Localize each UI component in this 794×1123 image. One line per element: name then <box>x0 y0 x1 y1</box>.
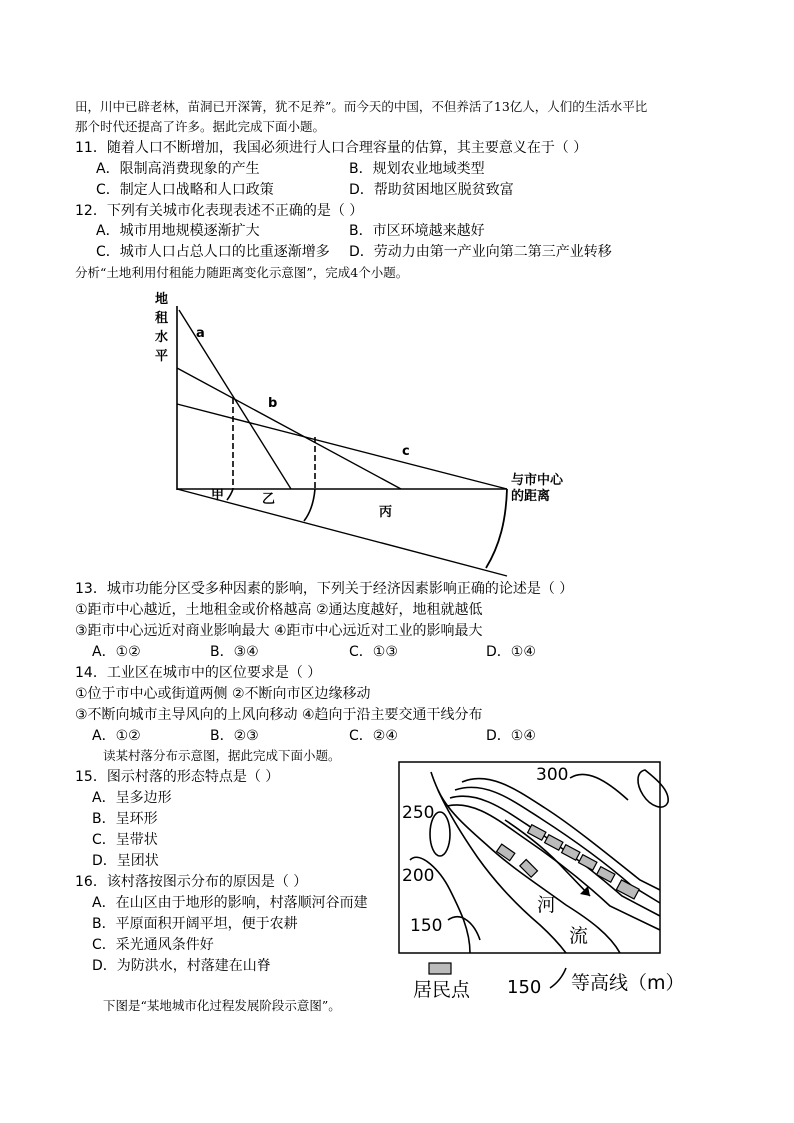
river-label-1: 河 <box>537 894 557 916</box>
q14-statements-2: ③不断向城市主导风向的上风向移动 ④趋向于沿主要交通干线分布 <box>75 707 483 723</box>
q13-option-a: A．①② <box>92 644 141 660</box>
q12-option-b: B．市区环境越来越好 <box>349 223 485 239</box>
y-label-char-4: 平 <box>155 349 169 364</box>
figure1-intro: 分析“土地利用付租能力随距离变化示意图”，完成4个小题。 <box>75 265 409 280</box>
q14-option-b: B．②③ <box>210 728 259 744</box>
q15-stem: 15．图示村落的形态特点是（ ） <box>75 769 280 785</box>
q16-option-d: D．为防洪水，村落建在山脊 <box>92 958 271 974</box>
q12-stem: 12．下列有关城市化表现表述不正确的是（ ） <box>75 203 364 219</box>
y-label-char-1: 地 <box>155 292 169 307</box>
q14-option-c: C．②④ <box>349 728 398 744</box>
figure2-intro: 读某村落分布示意图，据此完成下面小题。 <box>103 748 341 763</box>
x-label-line-2: 的距离 <box>511 489 551 504</box>
q13-statements-1: ①距市中心越近，土地租金或价格越高 ②通达度越好，地租就越低 <box>75 602 483 618</box>
q13-option-c: C．①③ <box>349 644 398 660</box>
zone-jia-label: 甲 <box>211 488 225 503</box>
contour-300-label: 300 <box>536 765 569 785</box>
contour-250-label: 250 <box>402 803 435 823</box>
legend-contour-icon <box>550 968 566 988</box>
legend-contour-label: 等高线（m） <box>571 972 685 994</box>
rent-distance-diagram <box>150 288 590 580</box>
q11-option-a: A．限制高消费现象的产生 <box>96 161 260 177</box>
contour-200-label: 200 <box>402 866 435 886</box>
curve-a-label: a <box>196 326 205 341</box>
q14-option-a: A．①② <box>92 728 141 744</box>
figure3-intro: 下图是“某地城市化过程发展阶段示意图”。 <box>103 998 341 1013</box>
y-label-char-2: 租 <box>155 311 169 326</box>
q13-option-b: B．③④ <box>210 644 259 660</box>
q11-option-b: B．规划农业地域类型 <box>349 161 485 177</box>
legend-settlement-label: 居民点 <box>413 979 471 1001</box>
q16-option-a: A．在山区由于地形的影响，村落顺河谷而建 <box>92 895 368 911</box>
zone-yi-label: 乙 <box>262 492 276 507</box>
q12-option-c: C．城市人口占总人口的比重逐渐增多 <box>96 244 330 260</box>
q13-option-d: D．①④ <box>486 644 536 660</box>
q12-option-d: D．劳动力由第一产业向第二第三产业转移 <box>349 244 612 260</box>
q16-stem: 16．该村落按图示分布的原因是（ ） <box>75 874 308 890</box>
q13-stem: 13．城市功能分区受多种因素的影响，下列关于经济因素影响正确的论述是（ ） <box>75 581 574 597</box>
q15-option-b: B．呈环形 <box>92 811 158 827</box>
q11-stem: 11．随着人口不断增加，我国必须进行人口合理容量的估算，其主要意义在于（ ） <box>75 140 588 156</box>
legend-contour-value: 150 <box>507 977 542 998</box>
zone-bing-label: 丙 <box>379 505 393 520</box>
y-label-char-3: 水 <box>155 330 169 345</box>
q14-statements-1: ①位于市中心或街道两侧 ②不断向市区边缘移动 <box>75 686 371 702</box>
q13-statements-2: ③距市中心远近对商业影响最大 ④距市中心远近对工业的影响最大 <box>75 623 483 639</box>
river-label-2: 流 <box>569 925 589 947</box>
intro-line-2: 那个时代还提高了许多。据此完成下面小题。 <box>75 119 326 134</box>
q15-option-c: C．呈带状 <box>92 832 158 848</box>
q15-option-d: D．呈团状 <box>92 853 159 869</box>
q12-option-a: A．城市用地规模逐渐扩大 <box>96 223 260 239</box>
curve-c-label: c <box>402 444 410 459</box>
q11-option-d: D．帮助贫困地区脱贫致富 <box>349 182 514 198</box>
q16-option-b: B．平原面积开阔平坦，便于农耕 <box>92 916 298 932</box>
x-label-line-1: 与市中心 <box>511 473 564 488</box>
contour-150-label: 150 <box>410 916 443 936</box>
village-contour-map <box>395 758 695 1004</box>
q11-option-c: C．制定人口战略和人口政策 <box>96 182 274 198</box>
q16-option-c: C．采光通风条件好 <box>92 937 214 953</box>
q15-option-a: A．呈多边形 <box>92 790 172 806</box>
intro-line-1: 田，川中已辟老林，苗洞已开深箐，犹不足养”。而今天的中国，不但养活了13亿人，人们的生活水平比 <box>75 99 648 114</box>
q14-stem: 14．工业区在城市中的区位要求是（ ） <box>75 665 322 681</box>
q14-option-d: D．①④ <box>486 728 536 744</box>
curve-b-label: b <box>268 396 278 411</box>
